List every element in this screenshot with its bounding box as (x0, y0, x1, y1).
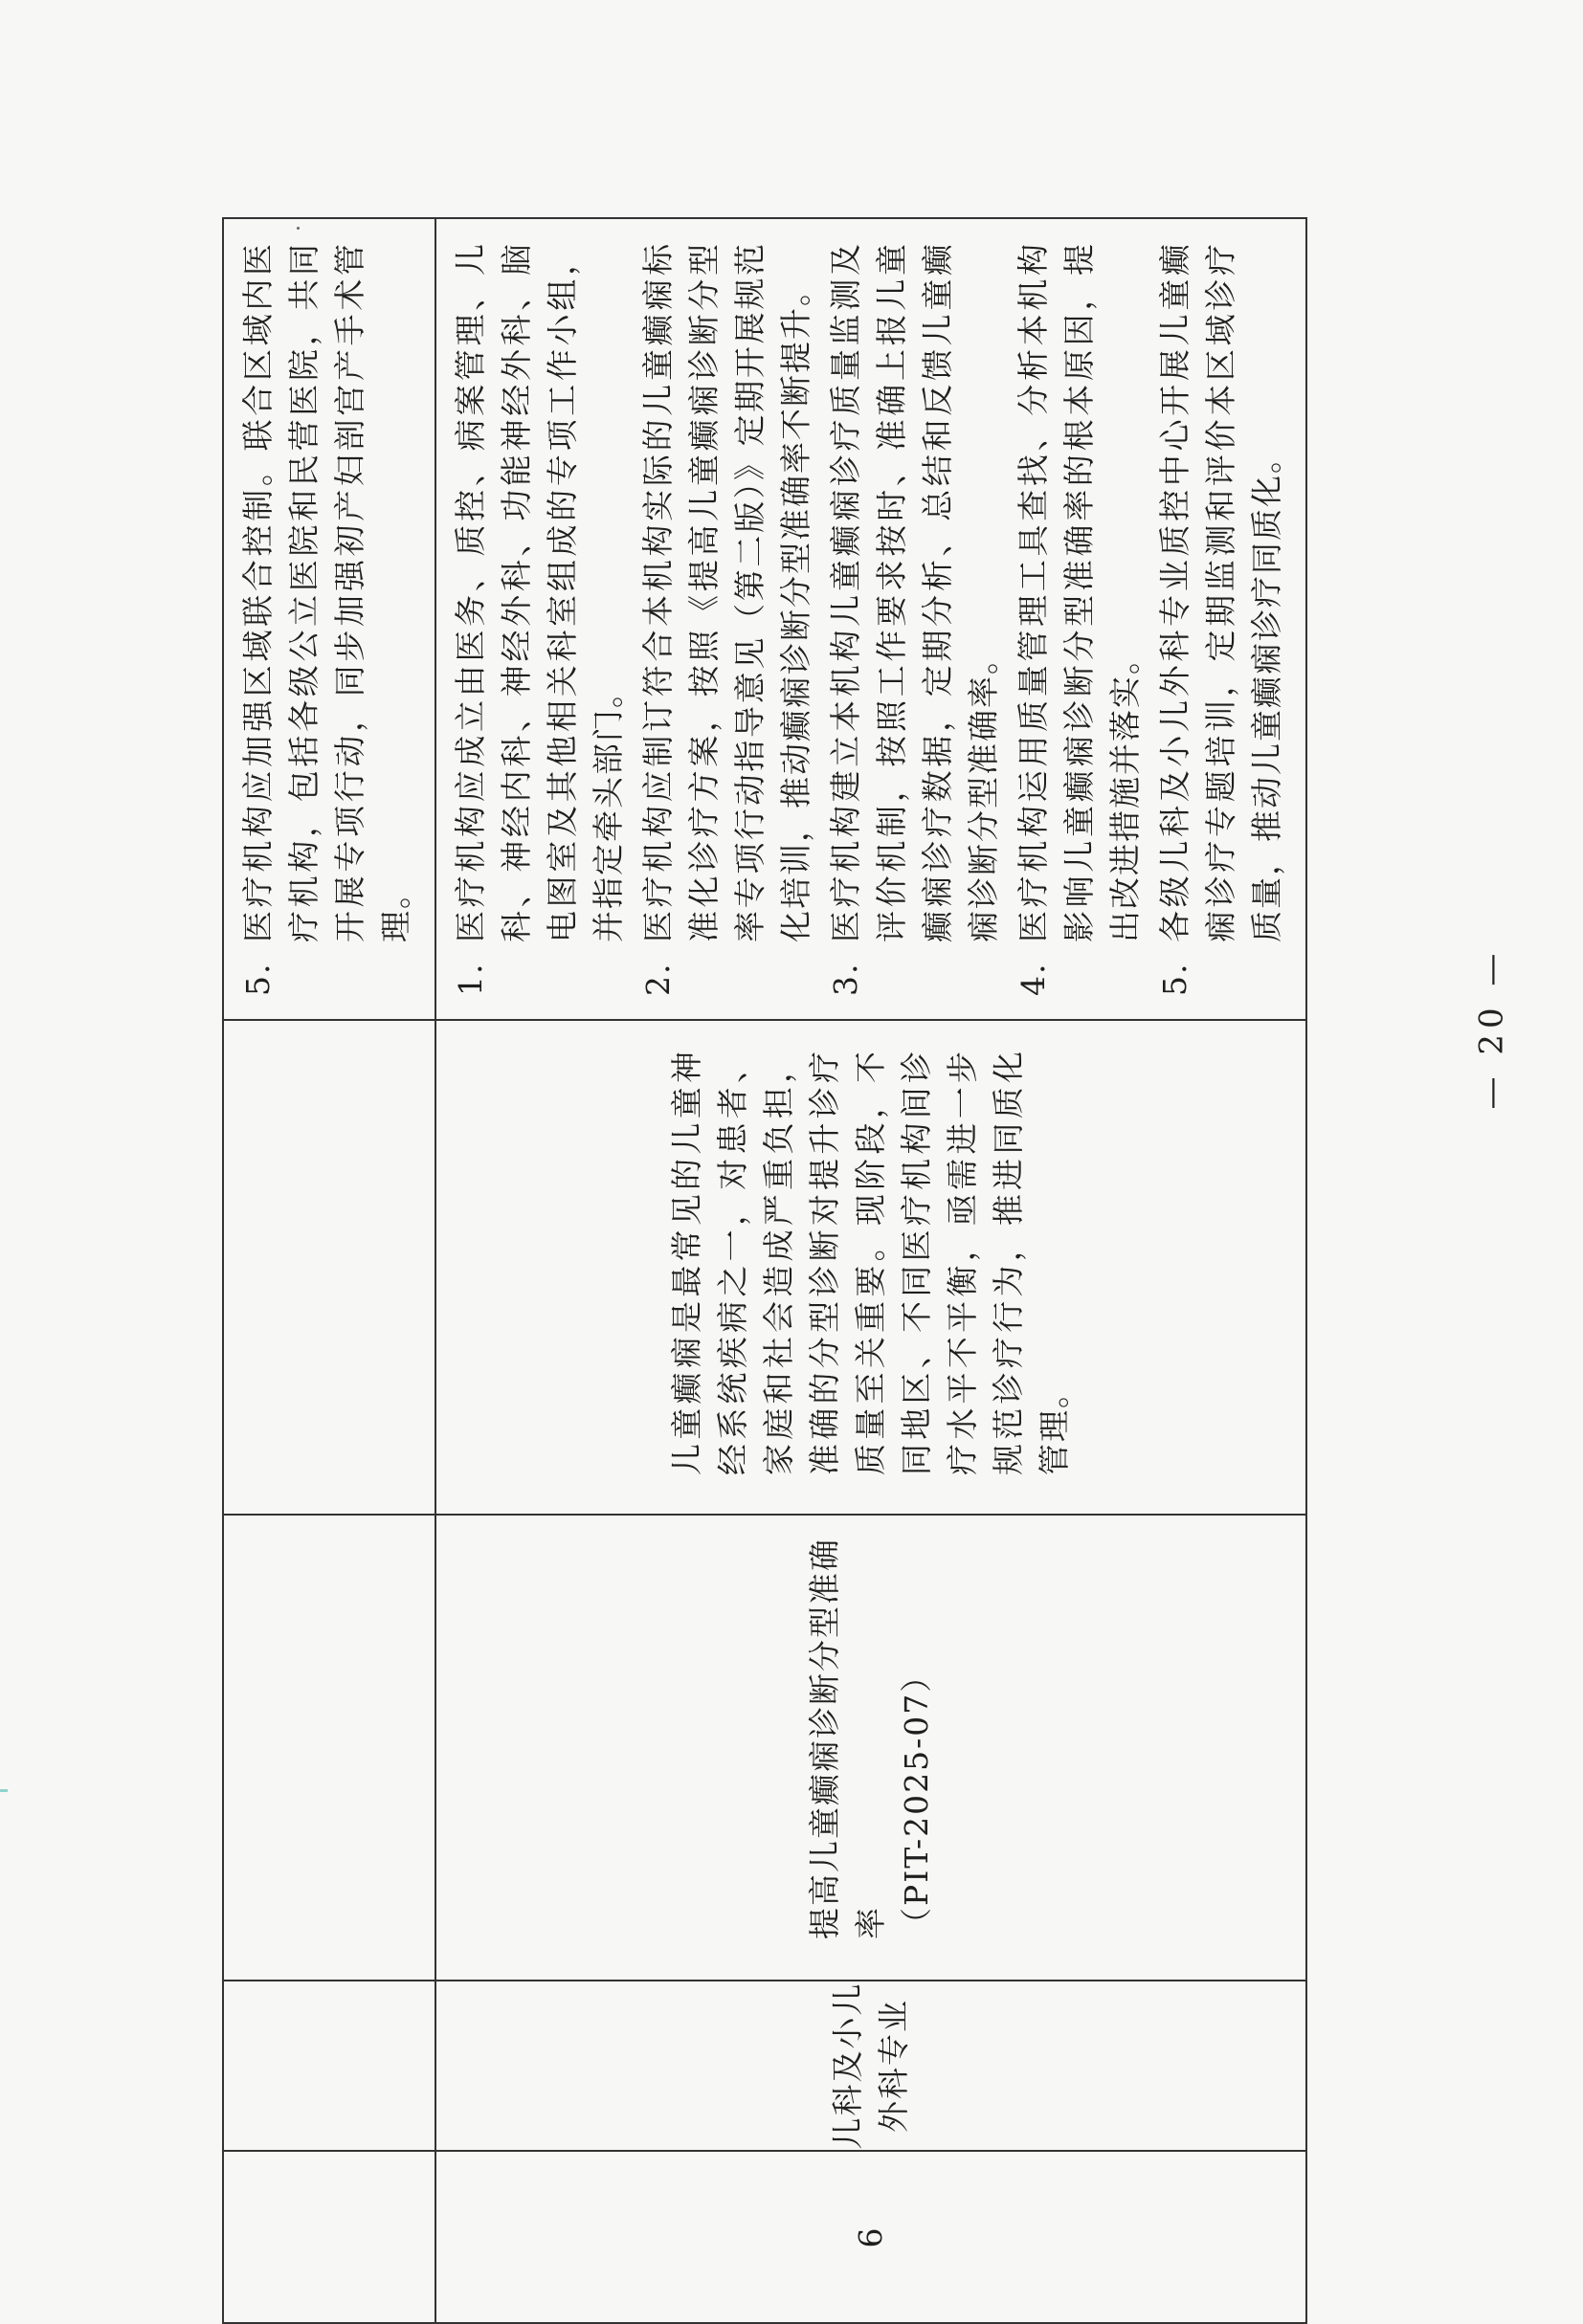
task-cell-empty (223, 1515, 435, 1981)
department-cell-empty (223, 1981, 435, 2151)
measure-number: 1. (452, 962, 489, 996)
task-cell (435, 1515, 1306, 1981)
measure-text: 医疗机构运用质量管理工具查找、分析本机构影响儿童癫痫诊断分型准确率的根本原因，提出改进措施并落实。 (1014, 242, 1144, 942)
index-cell-empty (223, 2151, 435, 2323)
reason-text: 儿童癫痫是最常见的儿童神经系统疾病之一，对患者、家庭和社会造成严重负担，准确的分型诊断对提升诊疗质量至关重要。现阶段，不同地区、不同医疗机构间诊疗水平不平衡，亟需进一步规范诊疗行为，推进同质化管理。 (668, 1050, 1073, 1475)
reason-cell-empty (223, 1020, 435, 1515)
measure-item (823, 242, 1007, 996)
measure-item (635, 242, 819, 996)
scan-mark (0, 1789, 8, 1792)
reason-cell (435, 1020, 1306, 1515)
measure-number: 2. (639, 962, 677, 996)
measure-number: 4. (1014, 962, 1052, 996)
measure-text: 医疗机构应制订符合本机构实际的儿童癫痫标准化诊疗方案，按照《提高儿童癫痫诊断分型率专项行动指导意见（第二版）》定期开展规范化培训，推动癫痫诊断分型准确率不断提升。 (639, 242, 814, 942)
row-index: 6 (852, 2225, 889, 2248)
table-row-continued (223, 218, 435, 2323)
measure-text: 医疗机构应成立由医务、质控、病案管理、儿科、神经内科、神经外科、功能神经外科、脑电图室及其他相关科室组成的专项工作小组，并指定牵头部门。 (452, 242, 627, 942)
measure-item (448, 242, 632, 996)
measure-item (1011, 242, 1148, 996)
index-cell (435, 2151, 1306, 2323)
department-name: 儿科及小儿外科专业 (829, 1981, 912, 2150)
task-title: 提高儿童癫痫诊断分型准确率 (806, 1538, 889, 1939)
list-item (235, 242, 419, 996)
item-number: 5. (239, 962, 277, 996)
task-code: （PIT-2025-07） (898, 1658, 935, 1939)
rotated-table-frame (222, 229, 1285, 2324)
page-number: — 20 — (1472, 947, 1511, 1110)
measure-text: 医疗机构建立本机构儿童癫痫诊疗质量监测及评价机制，按照工作要求按时、准确上报儿童癫痫诊疗数据，定期分析、总结和反馈儿童癫痫诊断分型准确率。 (827, 242, 1002, 942)
measure-cell-continued (223, 218, 435, 1020)
scan-dot (297, 227, 300, 230)
department-cell (435, 1981, 1306, 2151)
measure-number: 3. (827, 962, 864, 996)
measures-cell (435, 218, 1306, 1020)
item-text: 医疗机构应加强区域联合控制。联合区域内医疗机构，包括各级公立医院和民营医院，共同开展专项行动，同步加强初产妇剖宫产手术管理。 (239, 242, 414, 942)
measures-list (436, 219, 1305, 1019)
measure-number: 5. (1156, 962, 1193, 996)
measure-text: 各级儿科及小儿外科专业质控中心开展儿童癫痫诊疗专题培训，定期监测和评价本区域诊疗质量，推动儿童癫痫诊疗同质化。 (1156, 242, 1285, 942)
table-row-6 (435, 218, 1306, 2323)
measure-item (1152, 242, 1290, 996)
task-table (222, 217, 1307, 2324)
